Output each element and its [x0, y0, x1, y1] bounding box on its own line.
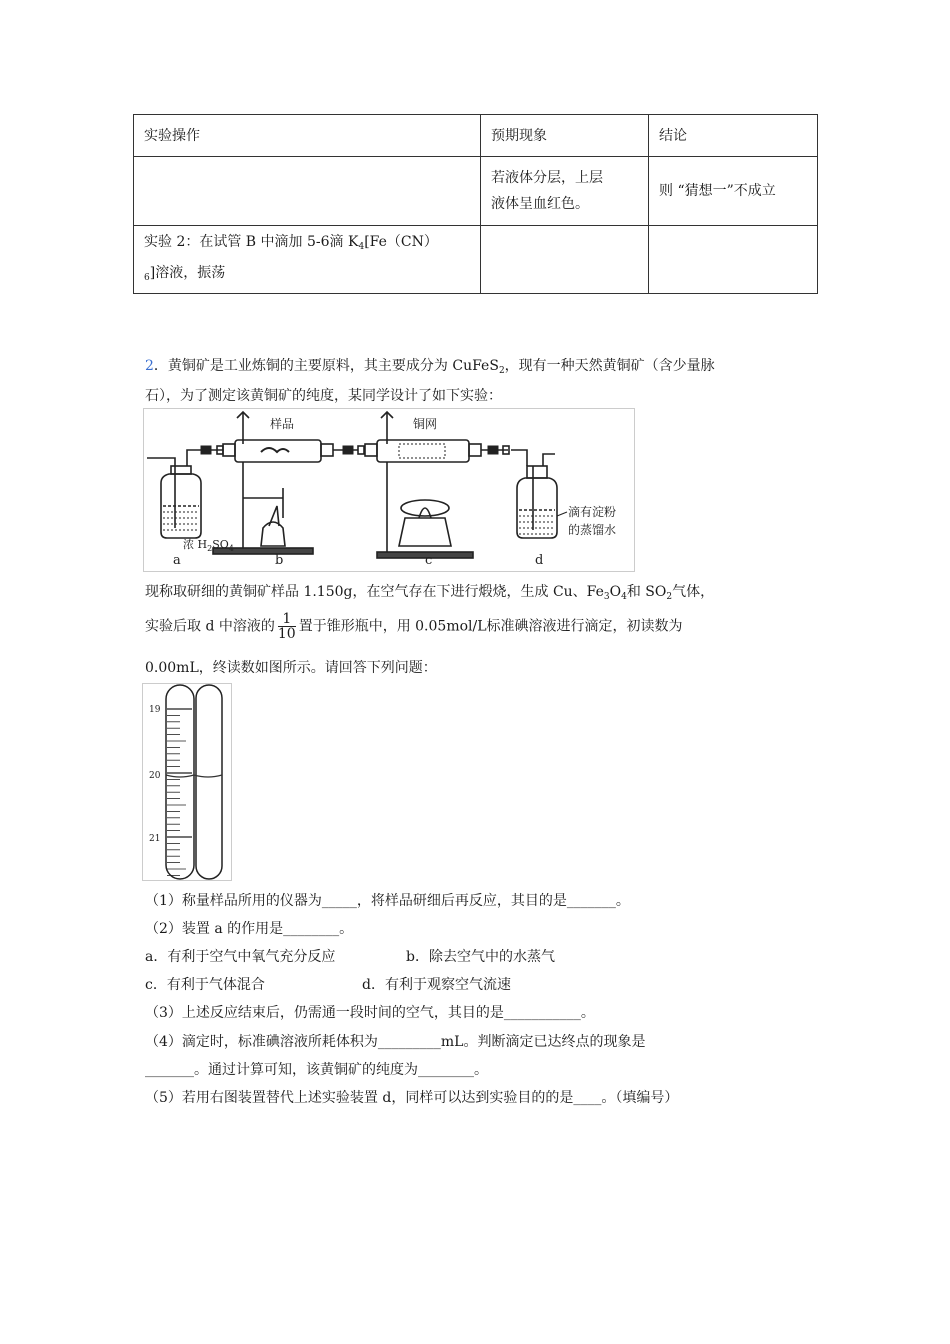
header-conclusion: 结论 [649, 115, 818, 157]
label-water-line2: 的蒸馏水 [568, 523, 617, 537]
para1-text-b: 和 SO [626, 584, 667, 600]
para1-mid: O [609, 584, 622, 600]
label-sample: 样品 [270, 417, 295, 431]
row1-phenomenon [481, 157, 649, 226]
row1-phenomenon-line1: 若液体分层，上层 [491, 170, 603, 186]
question-3: （3）上述反应结束后，仍需通一段时间的空气，其目的是___________。 [145, 1005, 595, 1021]
letter-b: b [275, 553, 284, 568]
row2-operation [134, 226, 481, 294]
header-operation: 实验操作 [134, 115, 481, 157]
question-4-line2: _______。通过计算可知，该黄铜矿的纯度为________。 [145, 1062, 488, 1078]
para1-sub2: 4 [621, 592, 627, 602]
intro-sub: 2 [498, 366, 505, 376]
row1-operation [134, 157, 481, 226]
header-phenomenon: 预期现象 [481, 115, 649, 157]
letter-d: d [535, 553, 544, 568]
label-acid-text: 浓 H [183, 538, 208, 551]
question-intro-line2: 石），为了测定该黄铜矿的纯度，某同学设计了如下实验： [145, 388, 502, 404]
row2-op-text-b: [Fe（CN） [364, 233, 438, 250]
label-acid-mid: SO [212, 538, 229, 551]
burette-image [142, 683, 232, 881]
question-number: 2 [145, 358, 154, 374]
row2-operation-line1 [144, 229, 470, 260]
question-intro-line1 [145, 355, 715, 376]
question-5: （5）若用右图装置替代上述实验装置 d，同样可以达到实验目的的是____。（填编号） [145, 1090, 679, 1106]
table-row [134, 157, 818, 226]
row2-op-sub: 4 [358, 241, 365, 252]
label-acid-sub2: 4 [228, 544, 234, 553]
row2-phenomenon [481, 226, 649, 294]
para2 [145, 612, 683, 641]
intro-text-a: ．黄铜矿是工业炼铜的主要原料，其主要成分为 CuFeS [153, 358, 499, 374]
para1 [145, 581, 714, 602]
option-b: b．除去空气中的水蒸气 [406, 949, 555, 965]
row2-op-text-a: 实验 2：在试管 B 中滴加 5-6滴 K [144, 233, 359, 250]
para1-sub1: 3 [603, 592, 610, 602]
row2-op-sub2: 6 [144, 272, 150, 283]
row2-op-text-c: ]溶液，振荡 [149, 264, 226, 281]
question-2: （2）装置 a 的作用是________。 [145, 921, 354, 937]
label-water-line1: 滴有淀粉 [568, 505, 617, 519]
apparatus-diagram [143, 408, 635, 572]
option-c: c．有利于气体混合 [145, 977, 265, 993]
fraction-denominator: 10 [277, 626, 296, 642]
question-4-line1: （4）滴定时，标准碘溶液所耗体积为_________mL。判断滴定已达终点的现象是 [145, 1034, 646, 1050]
mark-19: 19 [149, 705, 161, 715]
table-header-row [134, 115, 818, 157]
mark-20: 20 [149, 771, 161, 781]
fraction-numerator: 1 [278, 612, 296, 627]
intro-text-b: ，现有一种天然黄铜矿（含少量脉 [504, 358, 715, 374]
option-d: d．有利于观察空气流速 [362, 977, 511, 993]
letter-c: c [425, 553, 433, 568]
fraction [278, 612, 296, 641]
row2-conclusion [649, 226, 818, 294]
para1-text-a: 现称取研细的黄铜矿样品 1.150g，在空气存在下进行煅烧，生成 Cu、Fe [145, 584, 604, 600]
para1-text-c: 气体， [672, 584, 715, 600]
letter-a: a [173, 553, 181, 568]
option-a: a．有利于空气中氧气充分反应 [145, 949, 336, 965]
row1-phenomenon-line2: 液体呈血红色。 [491, 196, 589, 212]
para1-sub3: 2 [666, 592, 673, 602]
para3: 0.00mL，终读数如图所示。请回答下列问题： [145, 660, 437, 676]
label-copper-mesh: 铜网 [413, 417, 438, 431]
label-acid-sub1: 2 [207, 544, 213, 553]
question-1: （1）称量样品所用的仪器为_____，将样品研细后再反应，其目的是_______。 [145, 893, 630, 909]
row1-conclusion: 则 “猜想一”不成立 [649, 157, 818, 226]
table-row [134, 226, 818, 294]
row2-operation-line2 [144, 260, 470, 291]
mark-21: 21 [149, 834, 161, 844]
para2-text-b: 置于锥形瓶中，用 0.05mol/L标准碘溶液进行滴定，初读数为 [298, 618, 683, 635]
experiment-table [133, 114, 818, 294]
para2-text-a: 实验后取 d 中溶液的 [145, 618, 275, 635]
